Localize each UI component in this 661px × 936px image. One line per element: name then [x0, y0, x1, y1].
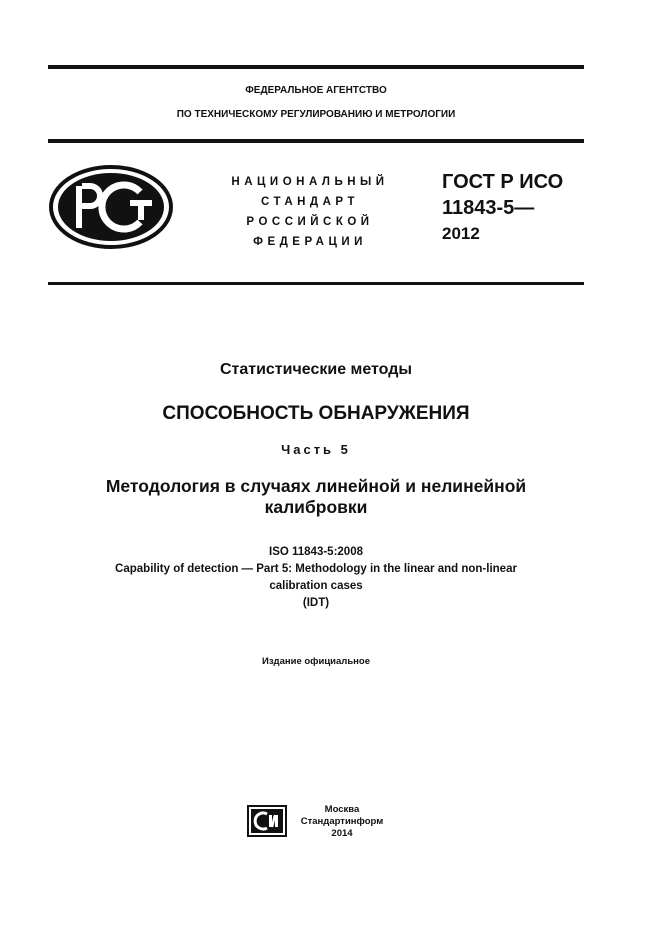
- iso-title-line-2: calibration cases: [269, 580, 363, 592]
- publisher-year: 2014: [331, 828, 353, 839]
- national-line-4: ФЕДЕРАЦИИ: [253, 236, 367, 248]
- part-number: Часть 5: [281, 442, 351, 457]
- agency-line-2: ПО ТЕХНИЧЕСКОМУ РЕГУЛИРОВАНИЮ И МЕТРОЛОГИИ: [176, 109, 456, 120]
- publisher-logo: [247, 805, 287, 842]
- header-rule: [48, 139, 584, 143]
- national-line-3: РОССИЙСКОЙ: [246, 216, 374, 228]
- publisher-name: Стандартинформ: [300, 816, 384, 827]
- publisher-info: [297, 804, 387, 840]
- national-line-1: НАЦИОНАЛЬНЫЙ: [231, 176, 389, 188]
- iso-title-line-1: Capability of detection — Part 5: Methodology in the linear and non-linear: [115, 563, 517, 575]
- designation-line-2: 11843-5—: [442, 197, 535, 219]
- standard-designation: [442, 169, 563, 247]
- national-standard-text: [200, 172, 420, 252]
- subtitle-line-2: калибровки: [264, 497, 368, 517]
- standartinform-logo-icon: [247, 805, 287, 837]
- gost-r-logo: [48, 164, 174, 255]
- block-rule: [48, 282, 584, 285]
- edition-label: Издание официальное: [262, 656, 370, 667]
- designation-line-1: ГОСТ Р ИСО: [442, 171, 564, 193]
- designation-year: 2012: [442, 224, 480, 243]
- main-title: СПОСОБНОСТЬ ОБНАРУЖЕНИЯ: [162, 403, 470, 424]
- series-title: Статистические методы: [219, 361, 413, 378]
- subtitle-line-1: Методология в случаях линейной и нелинейной: [105, 476, 527, 496]
- iso-number: ISO 11843-5:2008: [269, 546, 363, 558]
- iso-degree: (IDT): [302, 597, 330, 609]
- publisher-city: Москва: [324, 804, 360, 815]
- national-line-2: СТАНДАРТ: [261, 196, 359, 208]
- agency-line-1: ФЕДЕРАЛЬНОЕ АГЕНТСТВО: [245, 85, 387, 96]
- top-rule: [48, 65, 584, 69]
- gost-r-logo-icon: [48, 164, 174, 250]
